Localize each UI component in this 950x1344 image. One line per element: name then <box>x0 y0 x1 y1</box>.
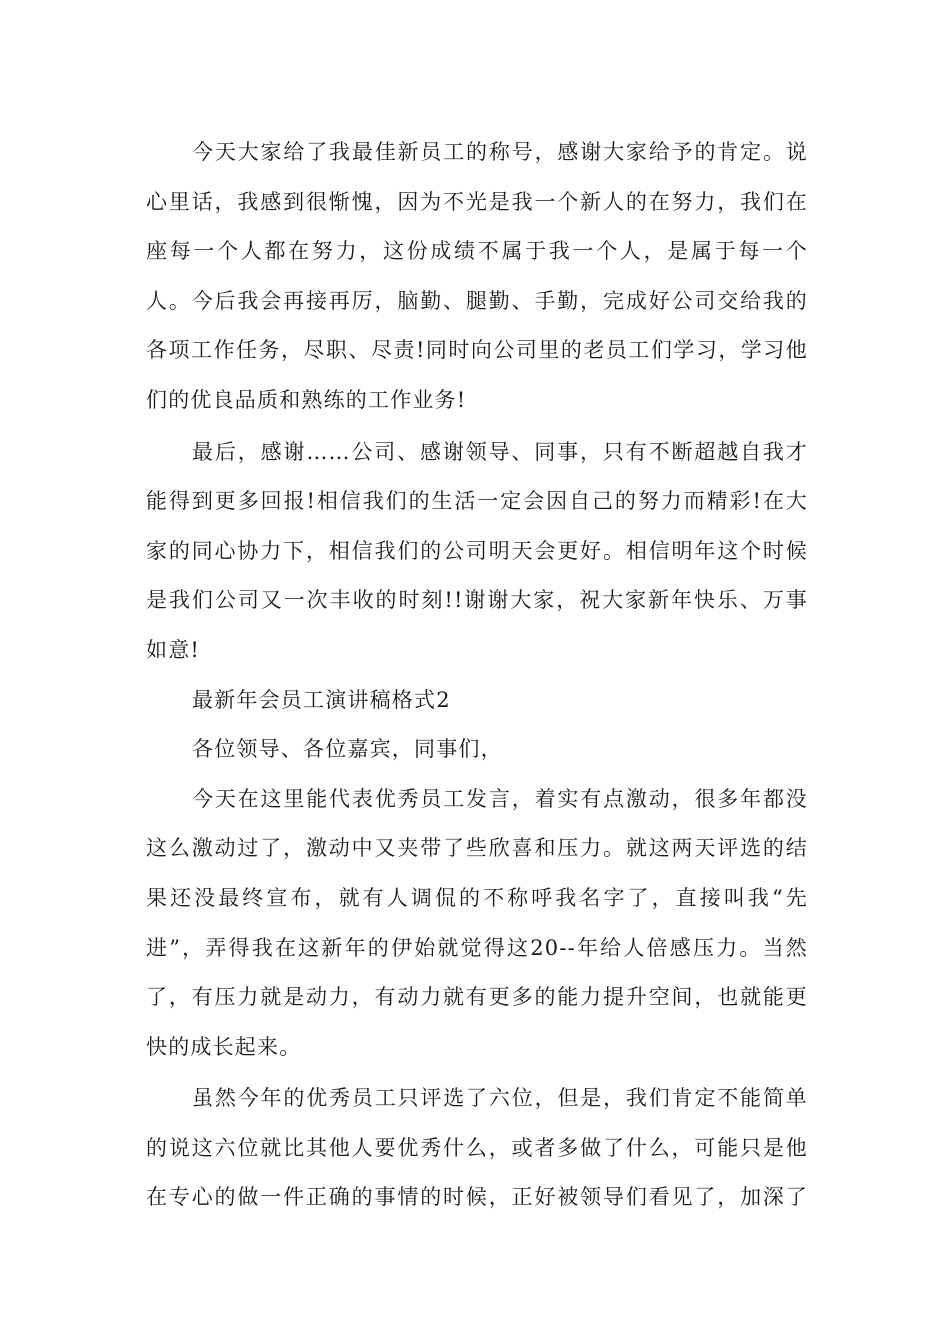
paragraph-1-line-2: 心里话，我感到很惭愧，因为不光是我一个新人的在努力，我们在 <box>146 189 808 214</box>
paragraph-1-line-4: 人。今后我会再接再厉，脑勤、腿勤、手勤，完成好公司交给我的 <box>146 288 808 313</box>
paragraph-2-line-4: 是我们公司又一次丰收的时刻!!谢谢大家，祝大家新年快乐、万事 <box>146 588 808 613</box>
paragraph-3-line-6: 快的成长起来。 <box>146 1034 302 1059</box>
paragraph-3-line-5: 了，有压力就是动力，有动力就有更多的能力提升空间，也就能更 <box>146 985 808 1010</box>
paragraph-2-line-5: 如意! <box>146 637 201 662</box>
paragraph-4-line-3: 在专心的做一件正确的事情的时候，正好被领导们看见了，加深了 <box>146 1185 808 1210</box>
paragraph-2-line-1: 最后，感谢……公司、感谢领导、同事，只有不断超越自我才 <box>192 439 808 464</box>
paragraph-4-line-2: 的说这六位就比其他人要优秀什么，或者多做了什么，可能只是他 <box>146 1135 808 1160</box>
document-body <box>146 128 808 1223</box>
paragraph-1-line-3: 座每一个人都在努力，这份成绩不属于我一个人，是属于每一个 <box>146 239 808 264</box>
paragraph-1-line-5: 各项工作任务，尽职、尽责!同时向公司里的老员工们学习，学习他 <box>146 338 808 363</box>
paragraph-2-line-3: 家的同心协力下，相信我们的公司明天会更好。相信明年这个时候 <box>146 538 808 563</box>
paragraph-2-line-2: 能得到更多回报!相信我们的生活一定会因自己的努力而精彩!在大 <box>146 489 808 514</box>
paragraph-4-line-1: 虽然今年的优秀员工只评选了六位，但是，我们肯定不能简单 <box>192 1086 808 1111</box>
paragraph-3-line-4: 进”，弄得我在这新年的伊始就觉得这20--年给人倍感压力。当然 <box>146 935 808 960</box>
paragraph-3-line-2: 这么激动过了，激动中又夹带了些欣喜和压力。就这两天评选的结 <box>146 836 808 861</box>
paragraph-1-line-6: 们的优良品质和熟练的工作业务! <box>146 387 467 412</box>
paragraph-3-line-3: 果还没最终宣布，就有人调侃的不称呼我名字了，直接叫我“先 <box>146 885 808 910</box>
paragraph-1-line-1: 今天大家给了我最佳新员工的称号，感谢大家给予的肯定。说 <box>192 140 808 164</box>
paragraph-3-line-1: 今天在这里能代表优秀员工发言，着实有点激动，很多年都没 <box>192 786 808 811</box>
salutation: 各位领导、各位嘉宾，同事们， <box>192 737 503 762</box>
section-heading: 最新年会员工演讲稿格式2 <box>192 687 451 712</box>
